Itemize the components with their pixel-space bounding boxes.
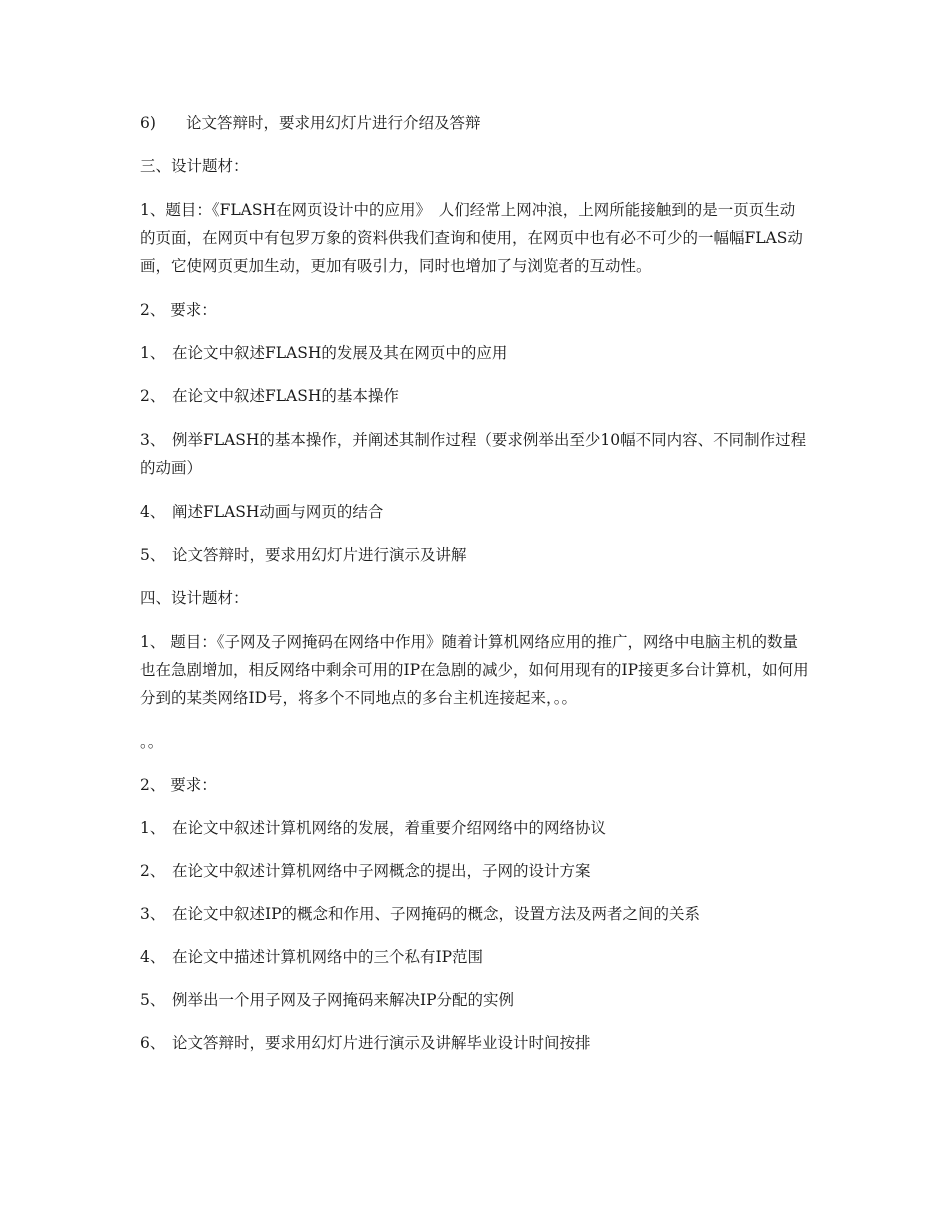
- document-page: [140, 110, 810, 1073]
- list-item: [140, 901, 810, 927]
- item-text: 论文答辩时，要求用幻灯片进行演示及讲解毕业设计时间按排: [172, 1034, 591, 1052]
- item-text: 在论文中描述计算机网络中的三个私有IP范围: [172, 948, 484, 966]
- item-number: 3、: [140, 431, 166, 449]
- item-number: 2、: [140, 387, 166, 405]
- item-text: 阐述FLASH动画与网页的结合: [172, 503, 384, 521]
- list-item: [140, 110, 810, 136]
- list-item: [140, 944, 810, 970]
- list-item: [140, 383, 810, 409]
- item-text: 在论文中叙述计算机网络中子网概念的提出，子网的设计方案: [172, 862, 591, 880]
- list-item: [140, 858, 810, 884]
- item-number: 2、: [140, 862, 166, 880]
- item-text: 在论文中叙述计算机网络的发展，着重要介绍网络中的网络协议: [172, 819, 607, 837]
- item-text: 在论文中叙述IP的概念和作用、子网掩码的概念，设置方法及两者之间的关系: [172, 905, 701, 923]
- item-number: 3、: [140, 905, 166, 923]
- item-text: 在论文中叙述FLASH的发展及其在网页中的应用: [172, 344, 508, 362]
- section-heading-4: 四、设计题材：: [140, 589, 249, 607]
- topic-paragraph-subnet: 1、 题目：《子网及子网掩码在网络中作用》随着计算机网络应用的推广，网络中电脑主机的数量也在急剧增加，相反网络中剩余可用的IP在急剧的减少，如何用现有的IP接更多台计算机，如何用分到的某类网络ID号，将多个不同地点的多台主机连接起来，。。: [140, 633, 809, 707]
- item-number: 1、: [140, 344, 166, 362]
- item-number: 4、: [140, 948, 166, 966]
- item-text: 论文答辩时，要求用幻灯片进行介绍及答辩: [186, 114, 481, 132]
- section-heading-3: 三、设计题材：: [140, 157, 249, 175]
- list-item: [140, 499, 810, 525]
- item-number: 5、: [140, 546, 166, 564]
- ellipsis-dots: 。。: [140, 733, 164, 751]
- list-item: [140, 542, 810, 568]
- topic-paragraph-flash: 1、题目：《FLASH在网页设计中的应用》 人们经常上网冲浪，上网所能接触到的是一页页生动的页面，在网页中有包罗万象的资料供我们查询和使用，在网页中也有必不可少的一幅幅FLAS动画，它使网页更加生动，更加有吸引力，同时也增加了与浏览者的互动性。: [140, 201, 803, 275]
- item-number: 4、: [140, 503, 166, 521]
- list-item: [140, 1030, 810, 1056]
- requirements-label: 2、 要求：: [140, 776, 217, 794]
- list-item: [140, 426, 810, 482]
- item-number: 1、: [140, 819, 166, 837]
- item-number: 6、: [140, 1034, 166, 1052]
- item-text: 例举FLASH的基本操作，并阐述其制作过程（要求例举出至少10幅不同内容、不同制作过程的动画）: [140, 431, 807, 477]
- requirements-label: 2、 要求：: [140, 301, 217, 319]
- list-item: [140, 815, 810, 841]
- list-item: [140, 340, 810, 366]
- item-text: 论文答辩时，要求用幻灯片进行演示及讲解: [172, 546, 467, 564]
- item-text: 例举出一个用子网及子网掩码来解决IP分配的实例: [172, 991, 515, 1009]
- list-item: [140, 987, 810, 1013]
- item-text: 在论文中叙述FLASH的基本操作: [172, 387, 399, 405]
- item-number: 6): [140, 114, 156, 132]
- item-number: 5、: [140, 991, 166, 1009]
